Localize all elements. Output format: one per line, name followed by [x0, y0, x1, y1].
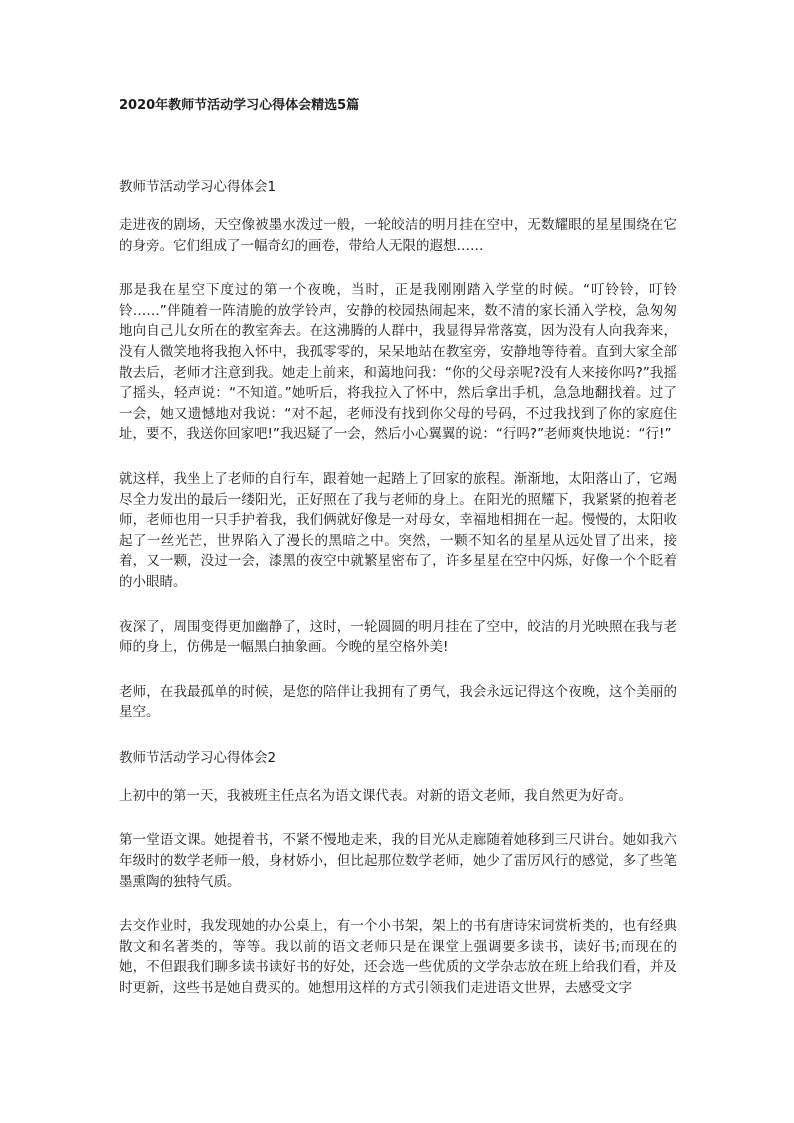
- section-heading: 教师节活动学习心得体会2: [119, 749, 277, 766]
- section-heading: 教师节活动学习心得体会1: [119, 179, 277, 195]
- paragraph: 夜深了，周围变得更加幽静了，这时，一轮圆圆的明月挂在了空中，皎洁的月光映照在我与老师的身上，仿佛是一幅黑白抽象画。今晚的星空格外美!: [119, 618, 677, 656]
- paragraph: 老师，在我最孤单的时候，是您的陪伴让我拥有了勇气，我会永远记得这个夜晚，这个美丽的星空。: [119, 683, 677, 721]
- document-body: [119, 176, 677, 1023]
- paragraph: 上初中的第一天，我被班主任点名为语文课代表。对新的语文老师，我自然更为好奇。: [119, 787, 632, 804]
- paragraph: 去交作业时，我发现她的办公桌上，有一个小书架，架上的书有唐诗宋词赏析类的，也有经典散文和名著类的，等等。我以前的语文老师只是在课堂上强调要多读书，读好书;而现在的她，不但跟我们聊多读书读好书的好处，还会选一些优质的文学杂志放在班上给我们看，并及时更新，这些书是她自费买的。她想用这样的方式引领我们走进语文世界，去感受文字: [119, 918, 677, 997]
- document-title: 2020年教师节活动学习心得体会精选5篇: [119, 98, 360, 113]
- paragraph: 那是我在星空下度过的第一个夜晚，当时，正是我刚刚踏入学堂的时候。“叮铃铃，叮铃铃……”伴随着一阵清脆的放学铃声，安静的校园热闹起来，数不清的家长涌入学校，急匆匆地向自己儿女所在的教室奔去。在这沸腾的人群中，我显得异常落寞，因为没有人向我奔来，没有人微笑地将我抱入怀中，我孤零零的，呆呆地站在教室旁，安静地等待着。直到大家全部散去后，老师才注意到我。她走上前来，和蔼地问我：“你的父母亲呢?没有人来接你吗?”我摇了摇头，轻声说：“不知道。”她听后，将我拉入了怀中，然后拿出手机，急急地翻找着。过了一会，她又遗憾地对我说：“对不起，老师没有找到你父母的号码，不过我找到了你的家庭住址，要不，我送你回家吧!”我迟疑了一会，然后小心翼翼的说：“行吗?”老师爽快地说：“行!”: [119, 282, 677, 443]
- paragraph: 走进夜的剧场，天空像被墨水泼过一般，一轮皎洁的明月挂在空中，无数耀眼的星星围绕在它的身旁。它们组成了一幅奇幻的画卷，带给人无限的遐想……: [119, 217, 677, 254]
- paragraph: 第一堂语文课。她提着书，不紧不慢地走来，我的目光从走廊随着她移到三尺讲台。她如我六年级时的数学老师一般，身材娇小，但比起那位数学老师，她少了雷厉风行的感觉，多了些笔墨熏陶的独特气质。: [119, 832, 677, 890]
- paragraph: 就这样，我坐上了老师的自行车，跟着她一起踏上了回家的旅程。渐渐地，太阳落山了，它竭尽全力发出的最后一缕阳光，正好照在了我与老师的身上。在阳光的照耀下，我紧紧的抱着老师，老师也用一只手护着我，我们俩就好像是一对母女，幸福地相拥在一起。慢慢的，太阳收起了一丝光芒，世界陷入了漫长的黑暗之中。突然，一颗不知名的星星从远处冒了出来，接着，又一颗，没过一会，漆黑的夜空中就繁星密布了，许多星星在空中闪烁，好像一个个眨着的小眼睛。: [119, 470, 677, 590]
